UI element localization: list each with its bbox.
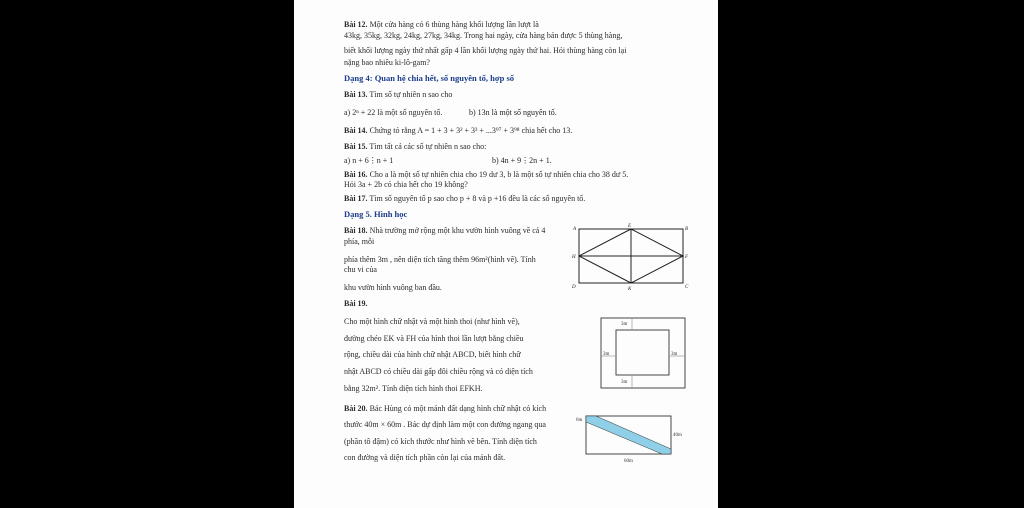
- b18-line1: Bài 18. Nhà trường mở rộng một khu vườn hình vuông về cả 4: [344, 226, 546, 235]
- b18-line2: phía, mỗi: [344, 237, 375, 246]
- b16-line2: Hỏi 3a + 2b có chia hết cho 19 không?: [344, 180, 468, 189]
- b16-line1: Bài 16. Cho a là một số tự nhiên chia cho 19 dư 3, b là một số tự nhiên chia cho 38 dư 5.: [344, 170, 629, 179]
- label-h: H: [572, 255, 576, 260]
- b17-line: Bài 17. Tìm số nguyên tố p sao cho p + 8 và p +16 đều là các số nguyên tố.: [344, 194, 586, 203]
- b12-line2: 43kg, 35kg, 32kg, 24kg, 27kg, 34kg. Trong hai ngày, cửa hàng bán được 5 thùng hàng,: [344, 31, 623, 40]
- dim-top: 3m: [621, 322, 628, 327]
- label-e: E: [628, 224, 632, 229]
- b18-line4: chu vi của: [344, 265, 377, 274]
- section-4-title: Dạng 4: Quan hệ chia hết, số nguyên tố, hợp số: [344, 73, 515, 83]
- dim-bottom: 3m: [621, 380, 628, 385]
- b19-line2: đường chéo EK và FH của hình thoi lần lượt bằng chiều: [344, 334, 524, 343]
- dim-left: 3m: [603, 352, 610, 357]
- b19-title: Bài 19.: [344, 299, 368, 308]
- b20-line3: (phần tô đậm) có kích thước như hình vẽ bên. Tính diện tích: [344, 437, 537, 446]
- b13-line: Bài 13. Tìm số tự nhiên n sao cho: [344, 90, 453, 99]
- b14-line: Bài 14. Chứng tỏ rằng A = 1 + 3 + 3² + 3³ + ...3⁹⁷ + 3⁹⁸ chia hết cho 13.: [344, 126, 573, 135]
- b19-line3: rộng, chiều dài của hình chữ nhật ABCD, biết hình chữ: [344, 350, 521, 359]
- b19-line4: nhật ABCD có chiều dài gấp đôi chiều rộng và có diện tích: [344, 367, 533, 376]
- b13-b: b) 13n là một số nguyên tố.: [469, 108, 557, 117]
- label-f: F: [685, 255, 689, 260]
- document-page: [294, 0, 718, 508]
- label-k: K: [628, 287, 632, 292]
- b20-line1: Bài 20. Bác Hùng có một mảnh đất dạng hình chữ nhật có kích: [344, 404, 547, 413]
- b12-line4: nặng bao nhiêu ki-lô-gam?: [344, 58, 430, 67]
- inner-square: [616, 330, 669, 375]
- b20-line2: thước 40m × 60m . Bác dự định làm một con đường ngang qua: [344, 420, 546, 429]
- b18-figure: [571, 222, 691, 292]
- label-a: A: [573, 227, 577, 232]
- b15-line: Bài 15. Tìm tất cả các số tự nhiên n sao cho:: [344, 142, 487, 151]
- road-shape: [586, 416, 671, 454]
- label-c: C: [685, 285, 689, 290]
- b12-line1: Bài 12. Một cửa hàng có 6 thùng hàng khối lượng lần lượt là: [344, 20, 539, 29]
- b18-line5: khu vườn hình vuông ban đầu.: [344, 283, 442, 292]
- label-b: B: [685, 227, 689, 232]
- b13-a: a) 2ⁿ + 22 là một số nguyên tố.: [344, 108, 443, 117]
- b15-a: a) n + 6⋮n + 1: [344, 156, 394, 165]
- dim-width: 60m: [624, 459, 633, 464]
- dim-height: 40m: [673, 433, 682, 438]
- label-d: D: [572, 285, 576, 290]
- b20-figure: [574, 412, 692, 464]
- dim-right: 3m: [671, 352, 678, 357]
- b12-line3: biết khối lượng ngày thứ nhất gấp 4 lần khối lượng ngày thứ hai. Hỏi thùng hàng còn lại: [344, 46, 627, 55]
- b19-line5: bằng 32m². Tính diện tích hình thoi EFKH.: [344, 384, 483, 393]
- b19-figure: [599, 316, 687, 390]
- b20-line4: con đường và diện tích phần còn lại của mảnh đất.: [344, 453, 506, 462]
- b18-line3: phía thêm 3m , nên diện tích tăng thêm 96m²(hình vẽ). Tính: [344, 255, 536, 264]
- b19-line1: Cho một hình chữ nhật và một hình thoi (như hình vẽ),: [344, 317, 520, 326]
- b15-b: b) 4n + 9⋮2n + 1.: [492, 156, 552, 165]
- dim-road: 6m: [576, 418, 583, 423]
- section-5-title: Dạng 5. Hình học: [344, 209, 408, 219]
